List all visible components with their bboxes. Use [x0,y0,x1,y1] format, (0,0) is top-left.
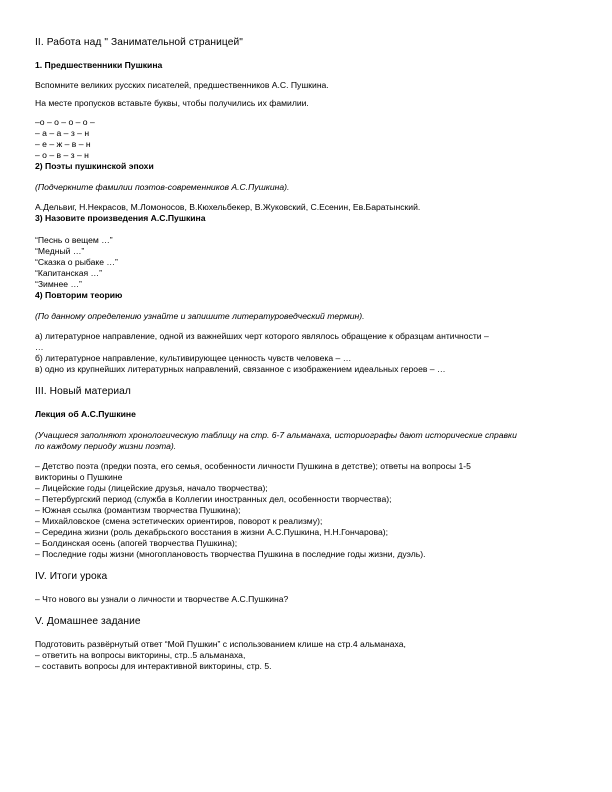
definition-a-continued: … [35,342,44,352]
puzzle-line-2: – а – а – з – н [35,128,90,138]
definition-c: в) одно из крупнейших литературных направлений, связанное с изображением идеальных героев – … [35,364,446,374]
homework-task-1: Подготовить развёрнутый ответ “Мой Пушкин” с использованием клише на стр.4 альманаха, [35,639,406,649]
homework-task-2: – ответить на вопросы викторины, стр..5 альманаха, [35,650,246,660]
work-title-3: “Сказка о рыбаке …” [35,257,118,267]
section-heading-lesson-results: IV. Итоги урока [35,571,108,582]
instruction-chronology-line-1: (Учащиеся заполняют хронологическую таблицу на стр. 6-7 альманаха, историографы дают исторические справки [35,430,517,440]
period-lyceum: – Лицейские годы (лицейские друзья, начало творчества); [35,483,268,493]
puzzle-line-3: – е – ж – в – н [35,139,91,149]
period-childhood: – Детство поэта (предки поэта, его семья, особенности личности Пушкина в детстве); ответы на вопросы 1-5 [35,461,471,471]
question-what-new: – Что нового вы узнали о личности и творчестве А.С.Пушкина? [35,594,289,604]
subheading-predecessors: 1. Предшественники Пушкина [35,60,163,70]
definition-b: б) литературное направление, культивирующее ценность чувств человека – … [35,353,352,363]
period-southern-exile: – Южная ссылка (романтизм творчества Пушкина); [35,505,241,515]
poets-list: А.Дельвиг, Н.Некрасов, М.Ломоносов, В.Кюхельбекер, В.Жуковский, С.Есенин, Ев.Баратынский. [35,202,421,212]
period-childhood-continued: викторины о Пушкине [35,472,123,482]
work-title-4: “Капитанская …” [35,268,102,278]
paragraph-fill-letters: На месте пропусков вставьте буквы, чтобы получились их фамилии. [35,98,309,108]
instruction-chronology-line-2: по каждому периоду жизни поэта). [35,441,177,451]
paragraph-remember-writers: Вспомните великих русских писателей, предшественников А.С. Пушкина. [35,80,329,90]
section-heading-homework: V. Домашнее задание [35,616,141,627]
work-title-5: “Зимнее …” [35,279,82,289]
puzzle-line-4: – о – в – з – н [35,150,89,160]
subheading-lecture: Лекция об А.С.Пушкине [35,409,136,419]
section-heading-work-on-page: II. Работа над " Занимательной страницей" [35,37,244,48]
definition-a: а) литературное направление, одной из важнейших черт которого являлось обращение к образцам античности – [35,331,489,341]
homework-task-3: – составить вопросы для интерактивной викторины, стр. 5. [35,661,272,671]
puzzle-line-1: –о – о – о – о – [35,117,95,127]
subheading-name-works: 3) Назовите произведения А.С.Пушкина [35,213,206,223]
period-midlife: – Середина жизни (роль декабрьского восстания в жизни А.С.Пушкина, Н.Н.Гончарова); [35,527,389,537]
period-boldino-autumn: – Болдинская осень (апогей творчества Пушкина); [35,538,238,548]
work-title-2: “Медный …” [35,246,85,256]
period-last-years: – Последние годы жизни (многоплановость творчества Пушкина в последние годы жизни, дуэль). [35,549,426,559]
instruction-define-term: (По данному определению узнайте и запишите литературоведческий термин). [35,311,365,321]
instruction-underline-poets: (Подчеркните фамилии поэтов-современников А.С.Пушкина). [35,182,290,192]
work-title-1: “Песнь о вещем …” [35,235,113,245]
subheading-theory: 4) Повторим теорию [35,290,123,300]
subheading-poets-era: 2) Поэты пушкинской эпохи [35,161,154,171]
period-mikhailovskoe: – Михайловское (смена эстетических ориентиров, поворот к реализму); [35,516,323,526]
section-heading-new-material: III. Новый материал [35,386,131,397]
period-petersburg: – Петербургский период (служба в Коллегии иностранных дел, особенности творчества); [35,494,392,504]
